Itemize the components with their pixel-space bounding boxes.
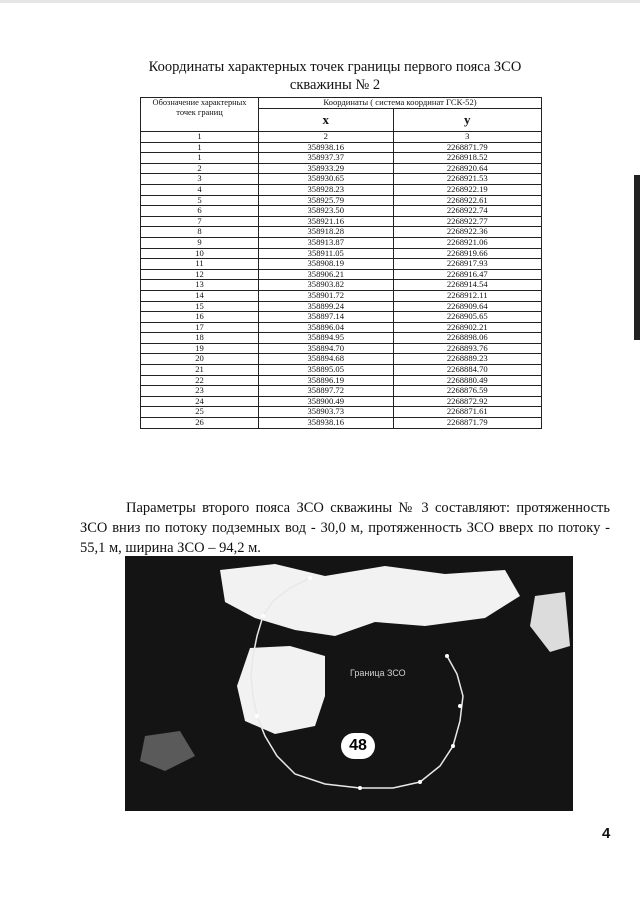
table-row xyxy=(141,195,542,206)
x-coordinate-cell: 358908.19 xyxy=(259,259,394,270)
page-title: Координаты характерных точек границы первого пояса ЗСО скважины № 2 xyxy=(148,59,522,93)
x-coordinate-cell: 358894.70 xyxy=(259,343,394,354)
point-designation-cell: 22 xyxy=(141,375,259,386)
point-designation-cell: 15 xyxy=(141,301,259,312)
x-coordinate-cell: 358895.05 xyxy=(259,365,394,376)
point-designation-cell: 5 xyxy=(141,195,259,206)
point-designation-cell: 2 xyxy=(141,163,259,174)
table-row xyxy=(141,259,542,270)
table-row xyxy=(141,174,542,185)
point-designation-cell: 20 xyxy=(141,354,259,365)
x-coordinate-cell: 358894.95 xyxy=(259,333,394,344)
x-coordinate-cell: 358923.50 xyxy=(259,206,394,217)
table-row xyxy=(141,269,542,280)
table-row xyxy=(141,163,542,174)
y-coordinate-cell: 2268921.53 xyxy=(393,174,541,185)
table-row xyxy=(141,227,542,238)
x-coordinate-cell: 358897.72 xyxy=(259,386,394,397)
x-coordinate-cell: 358896.04 xyxy=(259,322,394,333)
table-row xyxy=(141,142,542,153)
x-coordinate-cell: 358896.19 xyxy=(259,375,394,386)
point-designation-cell: 17 xyxy=(141,322,259,333)
point-designation-cell: 6 xyxy=(141,206,259,217)
boundary-point-marker xyxy=(308,576,312,580)
point-designation-cell: 4 xyxy=(141,184,259,195)
y-coordinate-cell: 2268918.52 xyxy=(393,153,541,164)
column-number: 3 xyxy=(393,132,541,143)
coordinate-system-header: Координаты ( система координат ГСК-52) xyxy=(259,98,542,109)
table-row xyxy=(141,396,542,407)
x-coordinate-cell: 358937.37 xyxy=(259,153,394,164)
x-coordinate-cell: 358918.28 xyxy=(259,227,394,238)
zone-map-image xyxy=(125,556,573,811)
x-coordinate-cell: 358894.68 xyxy=(259,354,394,365)
x-coordinate-cell: 358899.24 xyxy=(259,301,394,312)
y-coordinate-cell: 2268922.19 xyxy=(393,184,541,195)
table-row xyxy=(141,237,542,248)
table-row xyxy=(141,343,542,354)
y-coordinate-cell: 2268884.70 xyxy=(393,365,541,376)
map-bright-area xyxy=(530,592,570,652)
point-designation-cell: 9 xyxy=(141,237,259,248)
y-coordinate-cell: 2268922.61 xyxy=(393,195,541,206)
boundary-point-marker xyxy=(418,780,422,784)
y-coordinate-cell: 2268916.47 xyxy=(393,269,541,280)
y-coordinate-cell: 2268876.59 xyxy=(393,386,541,397)
y-coordinate-cell: 2268917.93 xyxy=(393,259,541,270)
well-number-badge: 48 xyxy=(341,733,375,759)
point-designation-cell: 14 xyxy=(141,290,259,301)
point-designation-cell: 11 xyxy=(141,259,259,270)
boundary-point-marker xyxy=(458,704,462,708)
x-coordinate-cell: 358928.23 xyxy=(259,184,394,195)
y-coordinate-cell: 2268898.06 xyxy=(393,333,541,344)
x-coordinate-cell: 358933.29 xyxy=(259,163,394,174)
x-coordinate-cell: 358938.16 xyxy=(259,142,394,153)
scan-edge-right xyxy=(634,175,640,340)
zone-parameters-paragraph: Параметры второго пояса ЗСО скважины № 3 составляют: протяженность ЗСО вниз по потоку подземных вод - 30,0 м, протяженность ЗСО вверх по потоку - 55,1 м, ширина ЗСО – 94,2 м. xyxy=(80,500,610,556)
x-coordinate-cell: 358901.72 xyxy=(259,290,394,301)
column-number: 2 xyxy=(259,132,394,143)
table-row xyxy=(141,184,542,195)
y-coordinate-cell: 2268893.76 xyxy=(393,343,541,354)
table-row xyxy=(141,280,542,291)
y-coordinate-cell: 2268922.77 xyxy=(393,216,541,227)
table-row xyxy=(141,375,542,386)
boundary-point-marker xyxy=(445,654,449,658)
table-row xyxy=(141,333,542,344)
y-coordinate-cell: 2268922.74 xyxy=(393,206,541,217)
table-row xyxy=(141,418,542,429)
y-coordinate-cell: 2268919.66 xyxy=(393,248,541,259)
point-designation-cell: 3 xyxy=(141,174,259,185)
point-designation-cell: 12 xyxy=(141,269,259,280)
point-designation-cell: 1 xyxy=(141,142,259,153)
y-coordinate-cell: 2268871.79 xyxy=(393,418,541,429)
point-designation-cell: 16 xyxy=(141,312,259,323)
point-designation-cell: 7 xyxy=(141,216,259,227)
y-coordinate-cell: 2268909.64 xyxy=(393,301,541,312)
y-coordinate-cell: 2268905.65 xyxy=(393,312,541,323)
x-coordinate-cell: 358913.87 xyxy=(259,237,394,248)
boundary-point-marker xyxy=(358,786,362,790)
x-header: x xyxy=(259,109,394,132)
map-graphic xyxy=(125,556,573,811)
table-row xyxy=(141,407,542,418)
x-coordinate-cell: 358903.82 xyxy=(259,280,394,291)
point-designation-cell: 23 xyxy=(141,386,259,397)
map-bright-area xyxy=(237,646,325,734)
y-coordinate-cell: 2268889.23 xyxy=(393,354,541,365)
page-number: 4 xyxy=(602,825,611,842)
y-coordinate-cell: 2268920.64 xyxy=(393,163,541,174)
point-designation-cell: 13 xyxy=(141,280,259,291)
y-coordinate-cell: 2268921.06 xyxy=(393,237,541,248)
table-row xyxy=(141,290,542,301)
y-coordinate-cell: 2268912.11 xyxy=(393,290,541,301)
point-designation-cell: 8 xyxy=(141,227,259,238)
x-coordinate-cell: 358925.79 xyxy=(259,195,394,206)
y-coordinate-cell: 2268871.79 xyxy=(393,142,541,153)
point-designation-cell: 25 xyxy=(141,407,259,418)
y-coordinate-cell: 2268880.49 xyxy=(393,375,541,386)
x-coordinate-cell: 358911.05 xyxy=(259,248,394,259)
point-designation-cell: 26 xyxy=(141,418,259,429)
x-coordinate-cell: 358930.65 xyxy=(259,174,394,185)
table-row xyxy=(141,354,542,365)
x-coordinate-cell: 358938.16 xyxy=(259,418,394,429)
y-coordinate-cell: 2268872.92 xyxy=(393,396,541,407)
scan-edge-top xyxy=(0,0,640,3)
x-coordinate-cell: 358903.73 xyxy=(259,407,394,418)
x-coordinate-cell: 358900.49 xyxy=(259,396,394,407)
map-bright-area xyxy=(220,564,520,636)
point-designation-cell: 1 xyxy=(141,153,259,164)
point-designation-cell: 21 xyxy=(141,365,259,376)
boundary-point-marker xyxy=(255,714,259,718)
table-row xyxy=(141,386,542,397)
point-designation-cell: 18 xyxy=(141,333,259,344)
x-coordinate-cell: 358897.14 xyxy=(259,312,394,323)
point-designation-cell: 10 xyxy=(141,248,259,259)
y-coordinate-cell: 2268902.21 xyxy=(393,322,541,333)
coordinates-table xyxy=(140,97,542,429)
x-coordinate-cell: 358921.16 xyxy=(259,216,394,227)
point-designation-cell: 24 xyxy=(141,396,259,407)
table-row xyxy=(141,365,542,376)
table-row xyxy=(141,216,542,227)
boundary-point-marker xyxy=(261,614,265,618)
y-coordinate-cell: 2268914.54 xyxy=(393,280,541,291)
table-row xyxy=(141,301,542,312)
map-inner-label: Граница ЗСО xyxy=(350,668,406,678)
y-coordinate-cell: 2268922.36 xyxy=(393,227,541,238)
map-bright-area xyxy=(140,731,195,771)
table-row xyxy=(141,153,542,164)
table-row xyxy=(141,248,542,259)
designation-header: Обозначение характерных точек границ xyxy=(141,98,259,132)
table-row xyxy=(141,322,542,333)
table-row xyxy=(141,206,542,217)
y-header: y xyxy=(393,109,541,132)
boundary-point-marker xyxy=(451,744,455,748)
point-designation-cell: 19 xyxy=(141,343,259,354)
y-coordinate-cell: 2268871.61 xyxy=(393,407,541,418)
table-row xyxy=(141,312,542,323)
column-number: 1 xyxy=(141,132,259,143)
x-coordinate-cell: 358906.21 xyxy=(259,269,394,280)
